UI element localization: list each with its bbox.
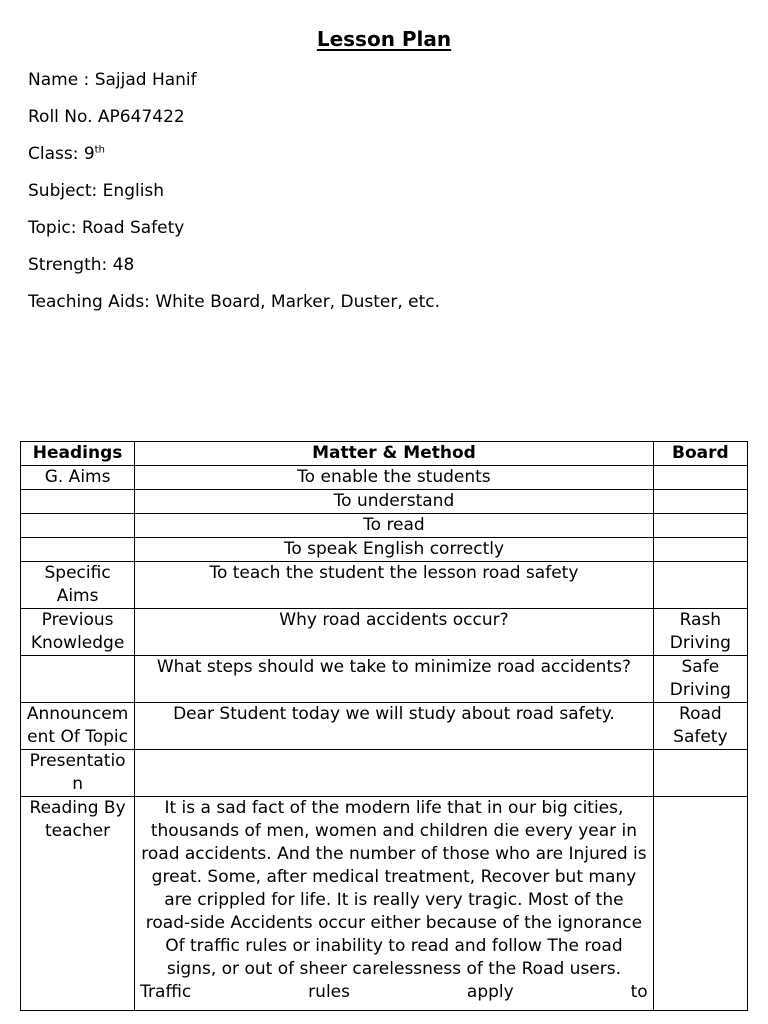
row-board: Road Safety <box>653 703 747 750</box>
header-headings: Headings <box>21 442 135 466</box>
table-row <box>21 562 748 609</box>
row-matter <box>135 750 654 797</box>
subject-line: Subject: English <box>28 181 165 201</box>
row-heading: Reading By teacher <box>21 797 135 1011</box>
teaching-aids-line: Teaching Aids: White Board, Marker, Duster, etc. <box>28 292 441 312</box>
roll-number: Roll No. AP647422 <box>28 107 185 127</box>
row-heading <box>21 514 135 538</box>
row-heading <box>21 656 135 703</box>
table-row <box>21 750 748 797</box>
row-matter: Why road accidents occur? <box>135 609 654 656</box>
row-board <box>653 562 747 609</box>
row-board <box>653 797 747 1011</box>
table-header-row <box>21 442 748 466</box>
table-row <box>21 514 748 538</box>
row-heading: Specific Aims <box>21 562 135 609</box>
class-label: Class: 9 <box>28 144 95 164</box>
row-board <box>653 750 747 797</box>
row-heading <box>21 490 135 514</box>
row-board <box>653 514 747 538</box>
row-board: Safe Driving <box>653 656 747 703</box>
row-matter: To understand <box>135 490 654 514</box>
table-row <box>21 656 748 703</box>
row-heading: G. Aims <box>21 466 135 490</box>
class-line <box>28 144 105 164</box>
row-board <box>653 490 747 514</box>
class-superscript: th <box>94 144 105 156</box>
row-matter: What steps should we take to minimize road accidents? <box>135 656 654 703</box>
page-title: Lesson Plan <box>316 27 452 51</box>
table-row <box>21 703 748 750</box>
table-row <box>21 609 748 656</box>
header-board: Board <box>653 442 747 466</box>
row-matter-reading <box>135 797 654 1011</box>
table-row <box>21 538 748 562</box>
header-matter-method: Matter & Method <box>135 442 654 466</box>
row-matter: To read <box>135 514 654 538</box>
topic-line: Topic: Road Safety <box>28 218 185 238</box>
row-board <box>653 538 747 562</box>
row-heading: Presentation <box>21 750 135 797</box>
strength-line: Strength: 48 <box>28 255 135 275</box>
table-row <box>21 466 748 490</box>
student-name: Name : Sajjad Hanif <box>28 70 197 90</box>
row-matter: Dear Student today we will study about road safety. <box>135 703 654 750</box>
lesson-plan-table <box>20 441 748 1011</box>
row-board <box>653 466 747 490</box>
table-row <box>21 797 748 1011</box>
reading-passage: It is a sad fact of the modern life that in our big cities, thousands of men, women and children die every year in road accidents. And the number of those who are Injured is great. Some, after medical treatment, Recover but many are crippled for life. It is really very tragic. Most of the road-side Accidents occur either because of the ignorance Of traffic rules or inability to read and follow The road signs, or out of sheer carelessness of the Road users. Traffic rules apply to <box>140 798 648 1002</box>
row-board: Rash Driving <box>653 609 747 656</box>
row-heading: Announcement Of Topic <box>21 703 135 750</box>
row-matter: To speak English correctly <box>135 538 654 562</box>
row-heading: Previous Knowledge <box>21 609 135 656</box>
table-row <box>21 490 748 514</box>
row-matter: To teach the student the lesson road safety <box>135 562 654 609</box>
row-matter: To enable the students <box>135 466 654 490</box>
row-heading <box>21 538 135 562</box>
